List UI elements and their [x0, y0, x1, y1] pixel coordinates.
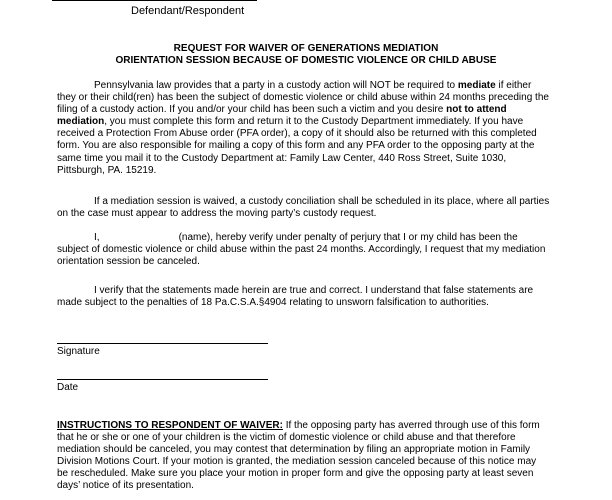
p3-text-b: (name), hereby verify under penalty of perjury that I or my child has been the subject of domestic violence or child abuse within the past 24 months. Accordingly, I request that my mediation orientation session be canceled. [57, 232, 546, 268]
signature-label: Signature [57, 346, 100, 357]
signature-rule-defendant [52, 0, 257, 1]
p1-bold-not-attend: not to attend mediation [57, 104, 507, 128]
signature-line[interactable] [57, 343, 268, 344]
paragraph-verification-request [57, 232, 550, 268]
instructions-text: If the opposing party has averred through use of this form that he or she or one of your children is the victim of domestic violence or child abuse and that therefore mediation should be canceled, you may contest that determination by filing an appropriate motion in Family Division Motions Court. If your motion is granted, the mediation session canceled because of this notice may be rescheduled. Make sure you place your motion in proper form and give the opposing party at least seven days’ notice of its presentation. [57, 420, 540, 492]
p1-text-a: Pennsylvania law provides that a party in a custody action will NOT be required to [94, 80, 458, 91]
party-label: Defendant/Respondent [131, 5, 245, 17]
paragraph-instructions [57, 420, 550, 493]
p2-text: If a mediation session is waived, a custody conciliation shall be scheduled in its place, where all parties on the case must appear to address the moving party’s custody request. [57, 196, 550, 220]
p1-text-c: if either they or their child(ren) has been the subject of domestic violence or child abuse within 24 months preceding the filing of a custody action. If you and/or your child has been such a victim and you desire [57, 80, 549, 116]
document-title-line-1: REQUEST FOR WAIVER OF GENERATIONS MEDIATION [173, 43, 439, 54]
date-line[interactable] [57, 379, 268, 380]
document-title-line-2: ORIENTATION SESSION BECAUSE OF DOMESTIC VIOLENCE OR CHILD ABUSE [115, 55, 497, 66]
p3-text-a: I, [94, 232, 100, 243]
p1-text-e: , you must complete this form and return it to the Custody Department immediately. If you have received a Protection From Abuse order (PFA order), a copy of it should also be returned with this completed form. You are also responsible for mailing a copy of this form and any PFA order to the opposing party at the same time you mail it to the Custody Department at: Family Law Center, 440 Ross Street, Suite 1030, Pittsburgh, PA. 15219. [57, 116, 537, 176]
paragraph-law-notice [57, 80, 550, 177]
paragraph-waiver-conciliation [57, 196, 550, 220]
p4-text: I verify that the statements made herein are true and correct. I understand that false statements are made subject to the penalties of 18 Pa.C.S.A.§4904 relating to unsworn falsification to authorities. [57, 285, 534, 309]
p1-bold-mediate: mediate [457, 80, 496, 91]
paragraph-statement-true [57, 285, 550, 309]
instructions-heading: INSTRUCTIONS TO RESPONDENT OF WAIVER: [57, 420, 283, 431]
date-label: Date [57, 382, 79, 393]
